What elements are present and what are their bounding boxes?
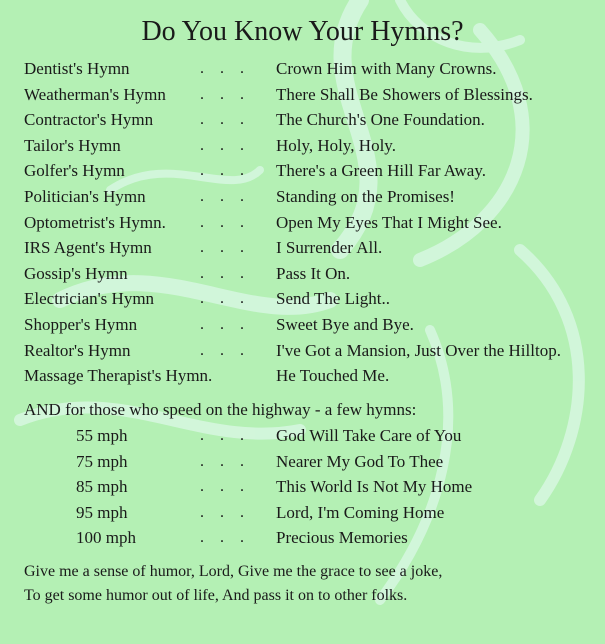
- hymn-row: [0, 83, 605, 107]
- hymn-job: IRS Agent's Hymn: [24, 238, 152, 258]
- hymn-row: [0, 211, 605, 235]
- leader-dots: . . .: [200, 85, 250, 103]
- hymn-row: [0, 108, 605, 132]
- hymn-title: Open My Eyes That I Might See.: [276, 212, 502, 232]
- leader-dots: . . .: [200, 60, 250, 77]
- leader-dots: . . .: [200, 264, 250, 282]
- speed-row: [0, 450, 605, 474]
- footer-line: To get some humor out of life, And pass it on to other folks.: [24, 587, 408, 604]
- speed-row: [0, 475, 605, 499]
- leader-dots: . . .: [200, 427, 250, 444]
- hymn-row: [0, 159, 605, 183]
- hymn-row-massage: [0, 364, 605, 388]
- hymn-job: Realtor's Hymn: [24, 340, 131, 360]
- speed-row: [0, 501, 605, 525]
- hymn-title: There's a Green Hill Far Away.: [276, 161, 486, 181]
- speed-value: 85 mph: [76, 477, 128, 497]
- leader-dots: . . .: [200, 136, 250, 154]
- leader-dots: . . .: [200, 478, 250, 496]
- hymn-row: [0, 236, 605, 260]
- hymn-row: [0, 339, 605, 363]
- hymn-row: [0, 185, 605, 209]
- hymn-title: Crown Him with Many Crowns.: [276, 59, 497, 78]
- hymn-job: Weatherman's Hymn: [24, 84, 166, 104]
- page-title: Do You Know Your Hymns?: [141, 16, 464, 47]
- hymn-title: I Surrender All.: [276, 238, 383, 258]
- hymn-row: [0, 262, 605, 286]
- hymn-job: Gossip's Hymn: [24, 263, 128, 283]
- hymn-title: I've Got a Mansion, Just Over the Hilltop.: [276, 340, 561, 360]
- speed-row: [0, 526, 605, 550]
- hymn-title: Sweet Bye and Bye.: [276, 315, 414, 334]
- hymn-title: Send The Light..: [276, 289, 390, 309]
- leader-dots: . . .: [200, 162, 250, 180]
- speed-value: 55 mph: [76, 426, 128, 445]
- footer-prayer: [24, 560, 442, 608]
- hymn-row: [0, 313, 605, 337]
- highway-intro: AND for those who speed on the highway - a few hymns:: [24, 400, 417, 419]
- hymn-row: [0, 57, 605, 81]
- hymn-job: Golfer's Hymn: [24, 161, 125, 181]
- leader-dots: . . .: [200, 452, 250, 470]
- hymn-title: There Shall Be Showers of Blessings.: [276, 84, 533, 104]
- speed-hymn-title: God Will Take Care of You: [276, 426, 462, 445]
- hymn-job: Dentist's Hymn: [24, 59, 130, 78]
- speed-value: 95 mph: [76, 502, 128, 522]
- hymn-job: Shopper's Hymn: [24, 315, 138, 334]
- hymn-title: Holy, Holy, Holy.: [276, 135, 396, 155]
- speed-hymn-title: This World Is Not My Home: [276, 477, 473, 497]
- leader-dots: . . .: [200, 503, 250, 521]
- hymn-row: [0, 134, 605, 158]
- leader-dots: . . .: [200, 341, 250, 359]
- speed-hymn-title: Nearer My God To Thee: [276, 451, 444, 471]
- leader-dots: . . .: [200, 239, 250, 257]
- hymn-title: Standing on the Promises!: [276, 187, 455, 206]
- hymn-job: Tailor's Hymn: [24, 135, 121, 155]
- hymn-title: Pass It On.: [276, 263, 351, 283]
- hymn-title: He Touched Me.: [276, 366, 390, 386]
- hymn-job: Politician's Hymn: [24, 187, 146, 206]
- speed-value: 100 mph: [76, 528, 136, 548]
- speed-hymn-title: Lord, I'm Coming Home: [276, 502, 445, 522]
- speed-hymn-title: Precious Memories: [276, 528, 408, 548]
- hymn-row: [0, 287, 605, 311]
- hymn-title: The Church's One Foundation.: [276, 110, 485, 130]
- hymn-job: Optometrist's Hymn.: [24, 212, 166, 232]
- leader-dots: . . .: [200, 213, 250, 231]
- leader-dots: . . .: [200, 111, 250, 129]
- footer-line: Give me a sense of humor, Lord, Give me the grace to see a joke,: [24, 563, 443, 580]
- hymn-job: Contractor's Hymn: [24, 110, 154, 130]
- leader-dots: . . .: [200, 188, 250, 205]
- hymn-job: Electrician's Hymn: [24, 289, 155, 309]
- leader-dots: . . .: [200, 529, 250, 547]
- hymn-job: Massage Therapist's Hymn.: [24, 366, 213, 386]
- leader-dots: . . .: [200, 290, 250, 308]
- speed-row: [0, 424, 605, 448]
- speed-value: 75 mph: [76, 451, 128, 471]
- leader-dots: . . .: [200, 316, 250, 333]
